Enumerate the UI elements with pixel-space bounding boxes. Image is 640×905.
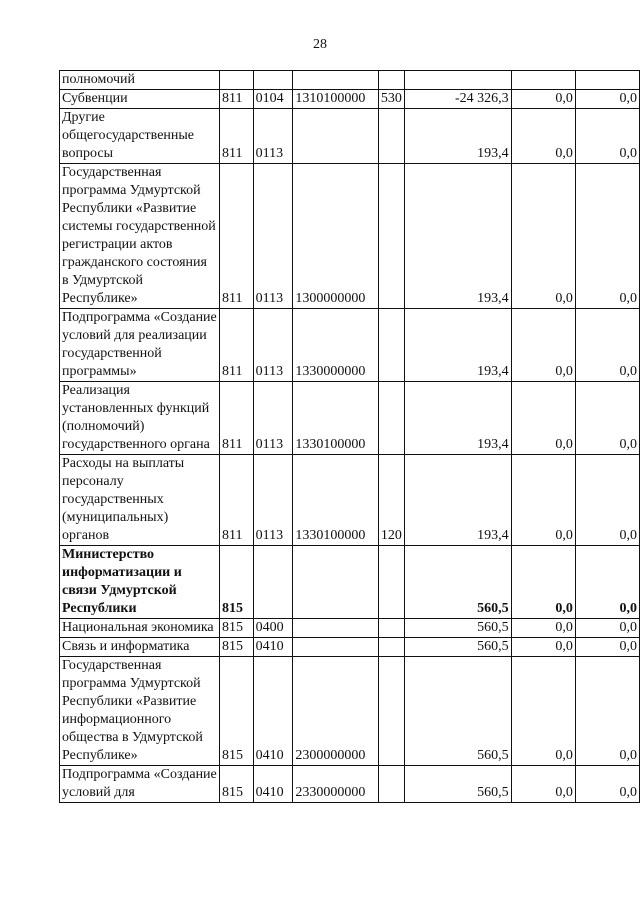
- table-row: [60, 657, 640, 766]
- cell-expense-type-code: [378, 71, 404, 90]
- cell-ministry-code: 811: [219, 309, 253, 382]
- cell-amount-3: 0,0: [575, 619, 639, 638]
- cell-ministry-code: 815: [219, 638, 253, 657]
- table-row: [60, 309, 640, 382]
- cell-amount-3: 0,0: [575, 766, 639, 803]
- cell-expense-type-code: [378, 766, 404, 803]
- cell-name: Субвенции: [60, 90, 220, 109]
- cell-name: полномочий: [60, 71, 220, 90]
- cell-expense-type-code: [378, 657, 404, 766]
- cell-expense-type-code: [378, 109, 404, 164]
- cell-section-code: 0113: [253, 109, 293, 164]
- table-row: [60, 90, 640, 109]
- cell-target-code: 1330100000: [293, 382, 379, 455]
- cell-amount-3: 0,0: [575, 309, 639, 382]
- cell-ministry-code: 815: [219, 619, 253, 638]
- cell-expense-type-code: [378, 382, 404, 455]
- cell-target-code: 1310100000: [293, 90, 379, 109]
- cell-section-code: 0113: [253, 455, 293, 546]
- table-row: [60, 164, 640, 309]
- cell-section-code: 0410: [253, 766, 293, 803]
- cell-name: Государственная программа Удмуртской Республики «Развитие информационного общества в Удмуртской Республике»: [60, 657, 220, 766]
- cell-section-code: 0410: [253, 638, 293, 657]
- cell-amount-1: 560,5: [404, 546, 511, 619]
- table-row: [60, 71, 640, 90]
- cell-ministry-code: 811: [219, 382, 253, 455]
- cell-amount-2: 0,0: [511, 638, 575, 657]
- page-number: 28: [313, 37, 327, 52]
- cell-name: Другие общегосударственные вопросы: [60, 109, 220, 164]
- cell-target-code: [293, 638, 379, 657]
- cell-amount-1: 560,5: [404, 638, 511, 657]
- cell-amount-2: 0,0: [511, 382, 575, 455]
- cell-name: Реализация установленных функций (полномочий) государственного органа: [60, 382, 220, 455]
- cell-section-code: 0410: [253, 657, 293, 766]
- cell-amount-3: 0,0: [575, 382, 639, 455]
- cell-ministry-code: 811: [219, 455, 253, 546]
- table-row: [60, 638, 640, 657]
- cell-expense-type-code: 530: [378, 90, 404, 109]
- cell-target-code: 1300000000: [293, 164, 379, 309]
- cell-amount-3: [575, 71, 639, 90]
- cell-target-code: [293, 546, 379, 619]
- cell-amount-2: 0,0: [511, 309, 575, 382]
- cell-section-code: 0104: [253, 90, 293, 109]
- cell-expense-type-code: [378, 619, 404, 638]
- table-body: [60, 71, 640, 803]
- table-row: [60, 109, 640, 164]
- cell-ministry-code: 811: [219, 109, 253, 164]
- cell-amount-2: 0,0: [511, 546, 575, 619]
- cell-ministry-code: 815: [219, 766, 253, 803]
- cell-expense-type-code: 120: [378, 455, 404, 546]
- cell-name: Государственная программа Удмуртской Республики «Развитие системы государственной регистрации актов гражданского состояния в Удмуртской Республике»: [60, 164, 220, 309]
- cell-target-code: 2300000000: [293, 657, 379, 766]
- table-row: [60, 546, 640, 619]
- cell-amount-1: 560,5: [404, 619, 511, 638]
- cell-target-code: 2330000000: [293, 766, 379, 803]
- cell-amount-3: 0,0: [575, 109, 639, 164]
- cell-section-code: 0113: [253, 382, 293, 455]
- cell-target-code: [293, 619, 379, 638]
- cell-amount-3: 0,0: [575, 90, 639, 109]
- cell-amount-2: 0,0: [511, 455, 575, 546]
- cell-target-code: 1330100000: [293, 455, 379, 546]
- cell-expense-type-code: [378, 164, 404, 309]
- cell-section-code: 0400: [253, 619, 293, 638]
- table-row: [60, 455, 640, 546]
- cell-amount-1: -24 326,3: [404, 90, 511, 109]
- cell-amount-1: 560,5: [404, 657, 511, 766]
- cell-section-code: [253, 71, 293, 90]
- budget-table: [59, 70, 640, 803]
- table-row: [60, 766, 640, 803]
- cell-amount-2: 0,0: [511, 619, 575, 638]
- cell-name: Национальная экономика: [60, 619, 220, 638]
- cell-target-code: [293, 109, 379, 164]
- cell-amount-1: [404, 71, 511, 90]
- cell-amount-3: 0,0: [575, 455, 639, 546]
- cell-expense-type-code: [378, 309, 404, 382]
- cell-amount-2: 0,0: [511, 164, 575, 309]
- cell-amount-2: [511, 71, 575, 90]
- cell-name: Расходы на выплаты персоналу государственных (муниципальных) органов: [60, 455, 220, 546]
- cell-target-code: [293, 71, 379, 90]
- cell-ministry-code: [219, 71, 253, 90]
- cell-section-code: 0113: [253, 309, 293, 382]
- table-row: [60, 382, 640, 455]
- cell-amount-2: 0,0: [511, 766, 575, 803]
- cell-ministry-code: 815: [219, 546, 253, 619]
- cell-ministry-code: 811: [219, 90, 253, 109]
- cell-expense-type-code: [378, 546, 404, 619]
- cell-expense-type-code: [378, 638, 404, 657]
- table-row: [60, 619, 640, 638]
- cell-amount-3: 0,0: [575, 164, 639, 309]
- cell-amount-1: 193,4: [404, 164, 511, 309]
- cell-name: Подпрограмма «Создание условий для реализации государственной программы»: [60, 309, 220, 382]
- cell-section-code: [253, 546, 293, 619]
- cell-amount-1: 193,4: [404, 109, 511, 164]
- cell-name: Министерство информатизации и связи Удмуртской Республики: [60, 546, 220, 619]
- cell-amount-1: 193,4: [404, 455, 511, 546]
- cell-section-code: 0113: [253, 164, 293, 309]
- cell-amount-3: 0,0: [575, 657, 639, 766]
- cell-target-code: 1330000000: [293, 309, 379, 382]
- cell-name: Связь и информатика: [60, 638, 220, 657]
- cell-ministry-code: 815: [219, 657, 253, 766]
- cell-amount-2: 0,0: [511, 657, 575, 766]
- cell-amount-1: 193,4: [404, 382, 511, 455]
- cell-amount-3: 0,0: [575, 638, 639, 657]
- cell-amount-2: 0,0: [511, 109, 575, 164]
- cell-amount-1: 193,4: [404, 309, 511, 382]
- cell-name: Подпрограмма «Создание условий для: [60, 766, 220, 803]
- cell-ministry-code: 811: [219, 164, 253, 309]
- cell-amount-3: 0,0: [575, 546, 639, 619]
- cell-amount-2: 0,0: [511, 90, 575, 109]
- cell-amount-1: 560,5: [404, 766, 511, 803]
